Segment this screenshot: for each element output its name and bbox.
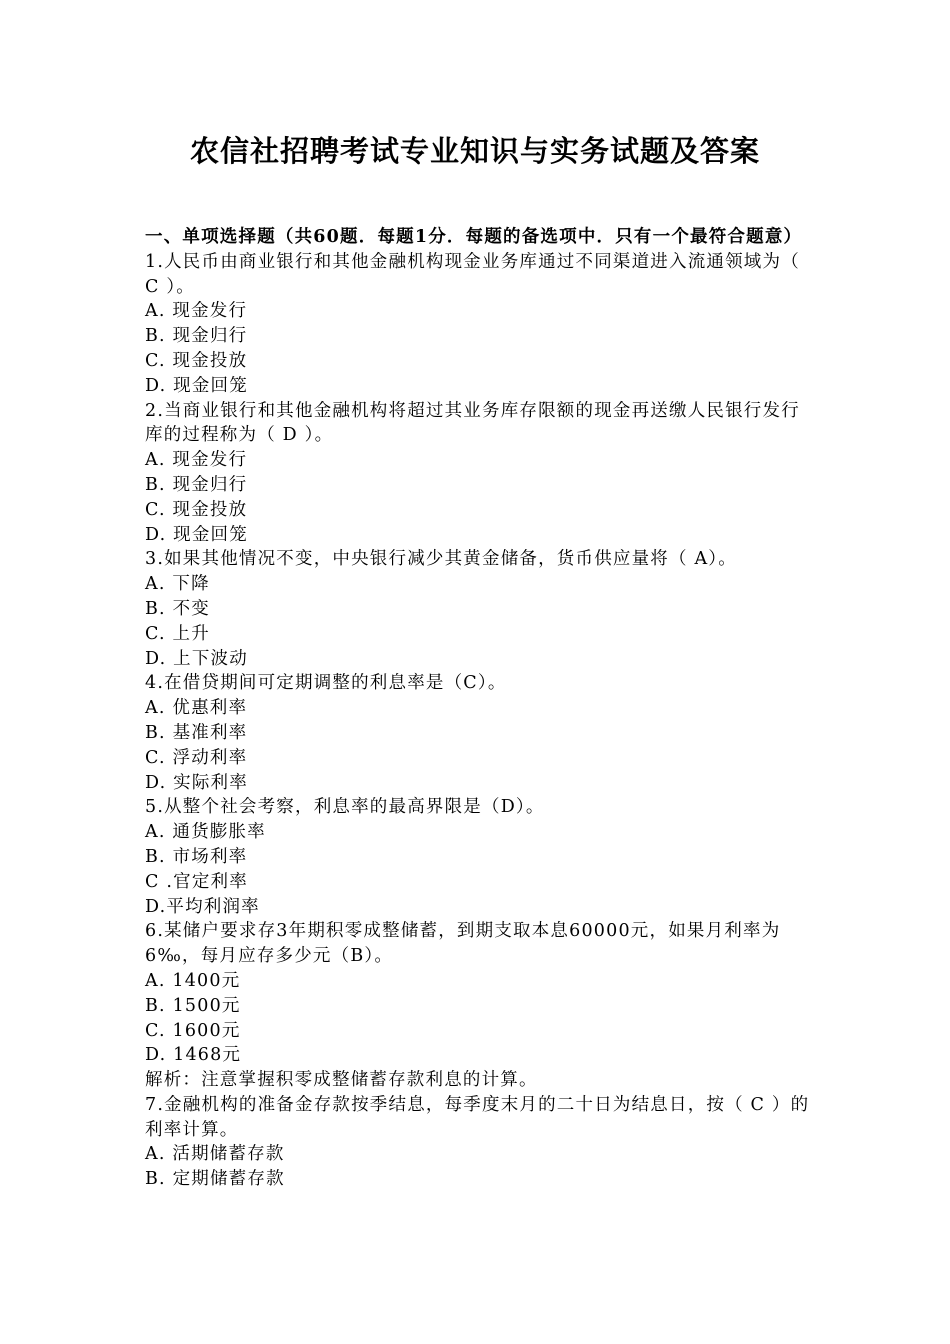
- question-option: A. 现金发行: [145, 450, 248, 471]
- question-stem: 5.从整个社会考察，利息率的最高界限是（D）。: [145, 797, 545, 818]
- question-option: C. 1600元: [145, 1020, 241, 1041]
- question-option: A. 通货膨胀率: [145, 822, 266, 843]
- question-option: A. 1400元: [145, 970, 241, 991]
- question-note: 解析：注意掌握积零成整储蓄存款利息的计算。: [145, 1070, 538, 1091]
- question-option: D. 1468元: [145, 1045, 242, 1066]
- question-option: B. 定期储蓄存款: [145, 1169, 285, 1190]
- document-body: [145, 225, 810, 1192]
- question-stem: 7.金融机构的准备金存款按季结息，每季度末月的二十日为结息日，按（ C ）的利率计算。: [145, 1094, 810, 1140]
- question-option: C. 浮动利率: [145, 747, 248, 768]
- question-option: D. 实际利率: [145, 772, 248, 793]
- document-title: 农信社招聘考试专业知识与实务试题及答案: [189, 134, 760, 168]
- question-option: B. 市场利率: [145, 846, 248, 867]
- question-option: B. 现金归行: [145, 474, 248, 495]
- question-option: D.平均利润率: [145, 896, 260, 917]
- question-option: A. 下降: [145, 574, 210, 595]
- question-stem: 6.某储户要求存3年期积零成整储蓄，到期支取本息60000元，如果月利率为6‰，每月应存多少元（B）。: [145, 921, 781, 967]
- question-option: B. 1500元: [145, 995, 241, 1016]
- question-stem: 1.人民币由商业银行和其他金融机构现金业务库通过不同渠道进入流通领域为（ C ）。: [145, 251, 807, 297]
- question-option: D. 上下波动: [145, 648, 248, 669]
- question-option: D. 现金回笼: [145, 524, 248, 545]
- question-option: C. 现金投放: [145, 350, 248, 371]
- question-stem: 3.如果其他情况不变，中央银行减少其黄金储备，货币供应量将（ A）。: [145, 549, 737, 570]
- question-option: B. 现金归行: [145, 326, 248, 347]
- question-option: A. 优惠利率: [145, 698, 248, 719]
- question-stem: 4.在借贷期间可定期调整的利息率是（C）。: [145, 673, 507, 694]
- question-option: A. 现金发行: [145, 301, 248, 322]
- question-option: C .官定利率: [145, 871, 248, 892]
- question-option: D. 现金回笼: [145, 375, 248, 396]
- question-option: C. 上升: [145, 623, 210, 644]
- question-option: B. 不变: [145, 598, 210, 619]
- question-option: C. 现金投放: [145, 499, 248, 520]
- section-heading: 一、单项选择题（共60题．每题1分．每题的备选项中．只有一个最符合题意）: [145, 227, 803, 247]
- question-stem: 2.当商业银行和其他金融机构将超过其业务库存限额的现金再送缴人民银行发行库的过程称为（ D ）。: [145, 400, 800, 446]
- question-option: A. 活期储蓄存款: [145, 1144, 285, 1165]
- question-option: B. 基准利率: [145, 722, 248, 743]
